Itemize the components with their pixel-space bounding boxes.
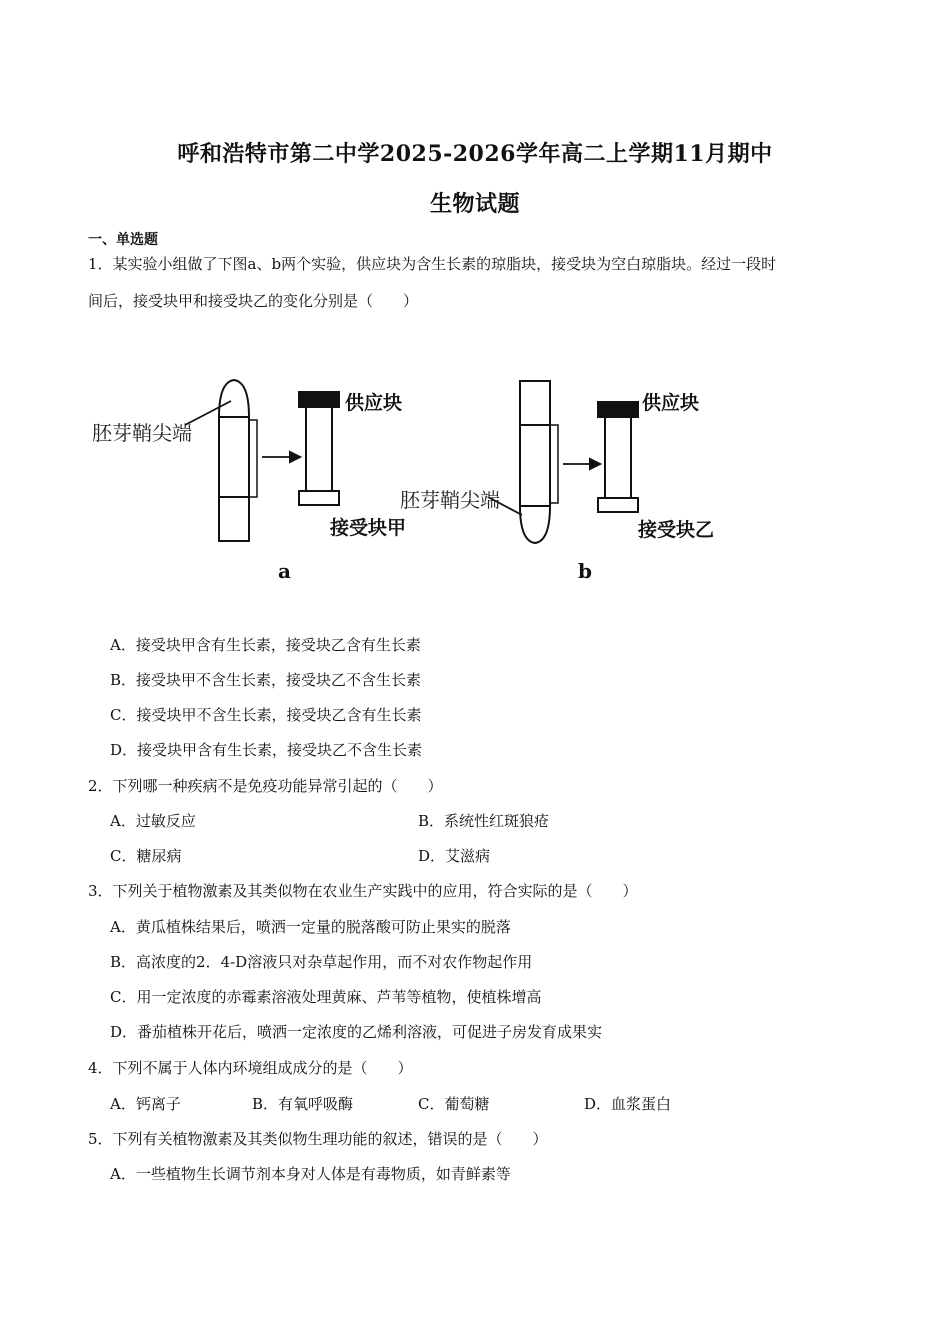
coleoptile-body-a [219, 417, 249, 541]
q1-stem-line2: 间后，接受块甲和接受块乙的变化分别是（ ） [88, 292, 419, 310]
supply-label-a: 供应块 [345, 392, 403, 414]
q2-option-a: A．过敏反应 [110, 812, 196, 830]
supply-block-b [598, 402, 638, 417]
tip-label-a: 胚芽鞘尖端 [92, 421, 192, 445]
exam-title-line2: 生物试题 [429, 191, 520, 217]
q4-option-b: B．有氧呼吸酶 [252, 1095, 354, 1113]
segment-bracket-a [249, 420, 257, 497]
receive-label-b: 接受块乙 [638, 519, 715, 541]
coleoptile-tip-a [219, 380, 249, 417]
q1-stem-line1: 1．某实验小组做了下图a、b两个实验，供应块为含生长素的琼脂块，接受块为空白琼脂块。经过一段时 [88, 255, 777, 273]
stem-section-a [306, 407, 332, 491]
q1-figure [88, 360, 788, 590]
receive-label-a: 接受块甲 [330, 517, 407, 539]
q1-option-b: B．接受块甲不含生长素，接受块乙不含生长素 [110, 671, 422, 689]
q2-option-d: D．艾滋病 [418, 847, 491, 865]
caption-b: b [578, 559, 592, 583]
segment-bracket-b [550, 425, 558, 503]
supply-block-a [299, 392, 339, 407]
q2-stem: 2．下列哪一种疾病不是免疫功能异常引起的（ ） [88, 777, 443, 795]
q4-option-d: D．血浆蛋白 [584, 1095, 672, 1113]
coleoptile-body-b [520, 381, 550, 506]
q3-option-d: D．番茄植株开花后，喷洒一定浓度的乙烯利溶液，可促进子房发育成果实 [110, 1023, 603, 1041]
tip-label-b: 胚芽鞘尖端 [400, 488, 500, 512]
figure-b [488, 381, 638, 543]
stem-section-b [605, 417, 631, 498]
q4-option-a: A．钙离子 [110, 1095, 181, 1113]
figure-a [185, 380, 339, 541]
q4-stem: 4．下列不属于人体内环境组成成分的是（ ） [88, 1059, 413, 1077]
section-heading: 一、单选题 [88, 232, 158, 248]
q1-option-c: C．接受块甲不含生长素，接受块乙含有生长素 [110, 706, 422, 724]
receive-block-a [299, 491, 339, 505]
q4-option-c: C．葡萄糖 [418, 1095, 490, 1113]
q3-option-b: B．高浓度的2．4-D溶液只对杂草起作用，而不对农作物起作用 [110, 953, 533, 971]
q1-option-a: A．接受块甲含有生长素，接受块乙含有生长素 [110, 636, 421, 654]
q3-option-c: C．用一定浓度的赤霉素溶液处理黄麻、芦苇等植物，使植株增高 [110, 988, 542, 1006]
q2-option-b: B．系统性红斑狼疮 [418, 812, 550, 830]
q3-option-a: A．黄瓜植株结果后，喷洒一定量的脱落酸可防止果实的脱落 [110, 918, 511, 936]
receive-block-b [598, 498, 638, 512]
q5-stem: 5．下列有关植物激素及其类似物生理功能的叙述，错误的是（ ） [88, 1130, 548, 1148]
supply-label-b: 供应块 [642, 392, 700, 414]
q1-option-d: D．接受块甲含有生长素，接受块乙不含生长素 [110, 741, 423, 759]
exam-title-line1: 呼和浩特市第二中学2025-2026学年高二上学期11月期中 [177, 141, 773, 167]
coleoptile-tip-b [520, 506, 550, 543]
caption-a: a [278, 559, 291, 583]
q2-option-c: C．糖尿病 [110, 847, 182, 865]
q5-option-a: A．一些植物生长调节剂本身对人体是有毒物质，如青鲜素等 [110, 1165, 511, 1183]
q3-stem: 3．下列关于植物激素及其类似物在农业生产实践中的应用，符合实际的是（ ） [88, 882, 638, 900]
